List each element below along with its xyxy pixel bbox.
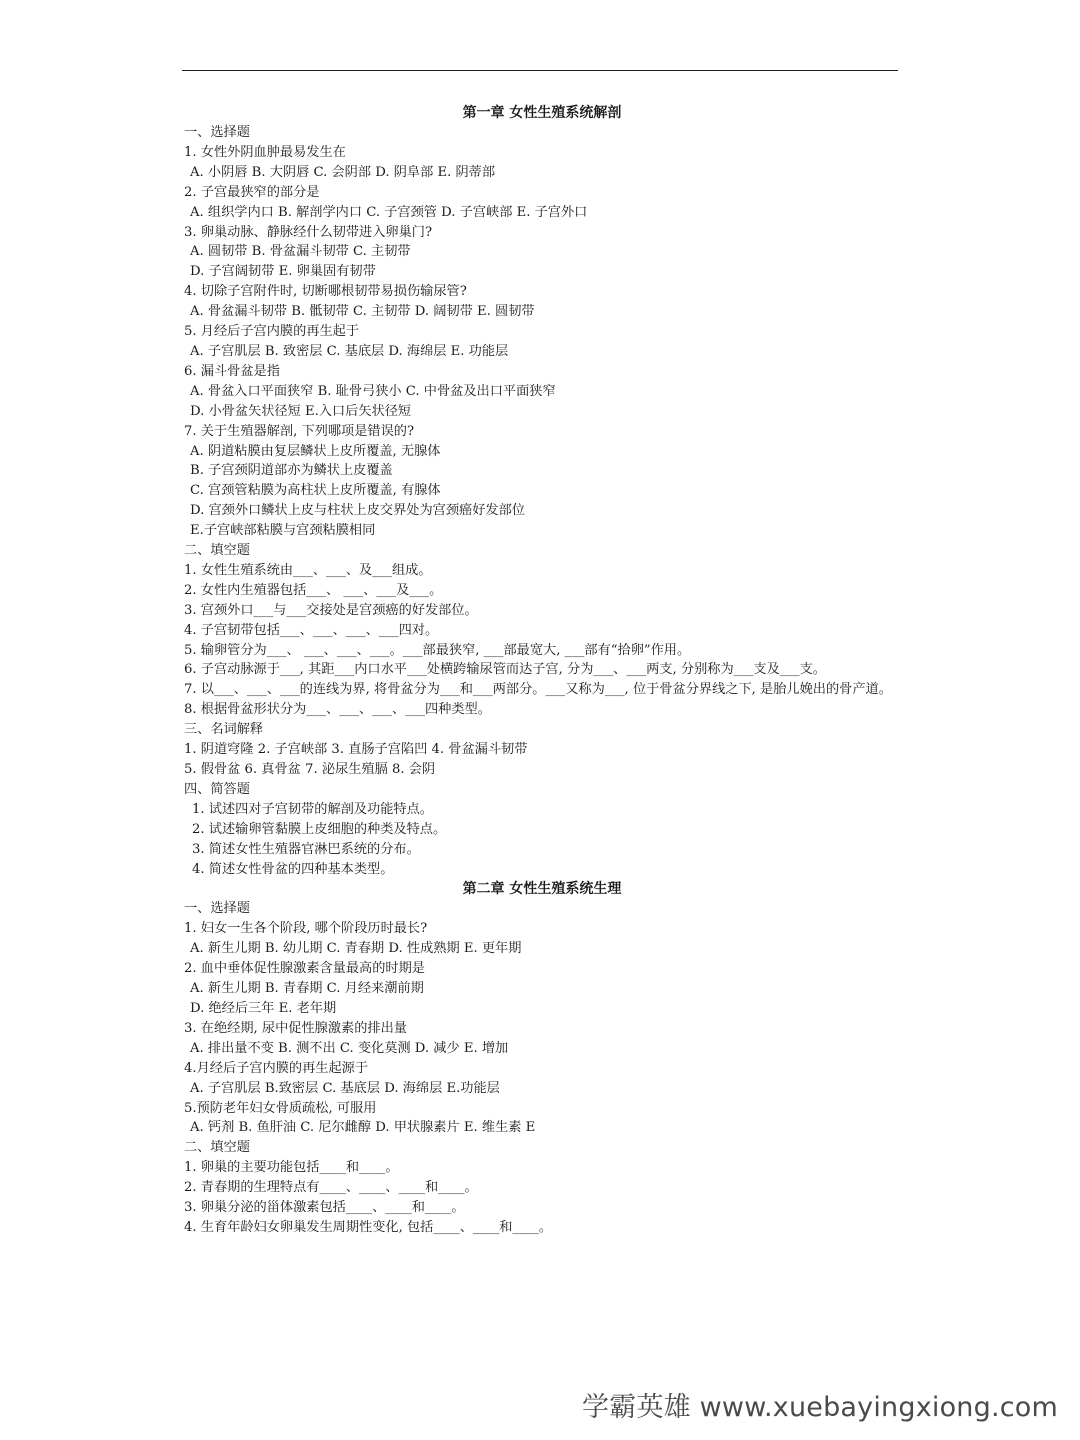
- question-text: 1. 阴道穹隆 2. 子宫峡部 3. 直肠子宫陷凹 4. 骨盆漏斗韧带: [184, 742, 528, 758]
- answer-options: D. 小骨盆矢状径短 E.入口后矢状径短: [190, 403, 412, 419]
- question-text: 1. 女性生殖系统由___、___、及___组成。: [184, 562, 432, 578]
- document-body: [184, 103, 900, 1238]
- chapter-1-content: [184, 123, 900, 879]
- question-text: 3. 宫颈外口___与___交接处是宫颈癌的好发部位。: [184, 602, 478, 618]
- question-text: 5. 输卵管分为___、 ___、___、___。___部最狭窄, ___部最宽大, ___部有“拾卵”作用。: [184, 642, 691, 658]
- question-text: 2. 女性内生殖器包括___、 ___、___及___。: [184, 582, 443, 598]
- short-answer-question: 2. 试述输卵管黏膜上皮细胞的种类及特点。: [192, 821, 447, 837]
- chapter-2-content: [184, 899, 900, 1237]
- question-text: 1. 卵巢的主要功能包括____和____。: [184, 1160, 399, 1176]
- answer-options: A. 子宫肌层 B. 致密层 C. 基底层 D. 海绵层 E. 功能层: [190, 343, 509, 359]
- answer-options: A. 钙剂 B. 鱼肝油 C. 尼尔雌醇 D. 甲状腺素片 E. 维生素 E: [190, 1120, 536, 1136]
- answer-options: A. 新生儿期 B. 青春期 C. 月经来潮前期: [190, 981, 424, 997]
- question-text: 5. 月经后子宫内膜的再生起于: [184, 324, 360, 340]
- question-text: 7. 以___、___、___的连线为界, 将骨盆分为___和___两部分。___又称为___, 位于骨盆分界线之下, 是胎儿娩出的骨产道。: [184, 682, 892, 698]
- question-text: 6. 子宫动脉源于___, 其距___内口水平___处横跨输尿管而达子宫, 分为___、___两支, 分别称为___支及___支。: [184, 662, 826, 678]
- header-rule: [182, 70, 898, 71]
- answer-options: A. 小阴唇 B. 大阴唇 C. 会阴部 D. 阴阜部 E. 阴蒂部: [190, 164, 496, 180]
- answer-options: B. 子宫颈阴道部亦为鳞状上皮覆盖: [190, 463, 393, 479]
- question-text: 2. 子宫最狭窄的部分是: [184, 184, 320, 200]
- question-text: 1. 女性外阴血肿最易发生在: [184, 144, 346, 160]
- question-text: 3. 卵巢分泌的甾体激素包括____、____和____。: [184, 1200, 465, 1216]
- answer-options: A. 排出量不变 B. 测不出 C. 变化莫测 D. 减少 E. 增加: [190, 1040, 509, 1056]
- answer-options: A. 新生儿期 B. 幼儿期 C. 青春期 D. 性成熟期 E. 更年期: [190, 941, 522, 957]
- short-answer-question: 4. 简述女性骨盆的四种基本类型。: [192, 861, 394, 877]
- answer-options: D. 子宫阔韧带 E. 卵巢固有韧带: [190, 264, 376, 280]
- answer-options: A. 子宫肌层 B.致密层 C. 基底层 D. 海绵层 E.功能层: [190, 1080, 500, 1096]
- short-answer-question: 3. 简述女性生殖器官淋巴系统的分布。: [192, 841, 420, 857]
- question-text: 4. 子宫韧带包括___、___、___、___四对。: [184, 622, 439, 638]
- section-heading: 三、名词解释: [184, 722, 264, 738]
- section-heading: 二、填空题: [184, 1140, 250, 1156]
- answer-options: A. 骨盆入口平面狭窄 B. 耻骨弓狭小 C. 中骨盆及出口平面狭窄: [190, 383, 556, 399]
- chapter-2-title: 第二章 女性生殖系统生理: [462, 881, 622, 898]
- answer-options: C. 宫颈管粘膜为高柱状上皮所覆盖, 有腺体: [190, 483, 441, 499]
- question-text: 3. 在绝经期, 尿中促性腺激素的排出量: [184, 1020, 407, 1036]
- answer-options: A. 阴道粘膜由复层鳞状上皮所覆盖, 无腺体: [190, 443, 441, 459]
- question-text: 4.月经后子宫内膜的再生起源于: [184, 1060, 369, 1076]
- section-heading: 一、选择题: [184, 901, 250, 917]
- question-text: 6. 漏斗骨盆是指: [184, 363, 280, 379]
- section-heading: 四、简答题: [184, 781, 250, 797]
- answer-options: D. 绝经后三年 E. 老年期: [190, 1000, 337, 1016]
- question-text: 5.预防老年妇女骨质疏松, 可服用: [184, 1100, 377, 1116]
- site-watermark: 学霸英雄 www.xuebayingxiong.com: [582, 1392, 1058, 1423]
- question-text: 5. 假骨盆 6. 真骨盆 7. 泌尿生殖膈 8. 会阴: [184, 762, 436, 777]
- question-text: 7. 关于生殖器解剖, 下列哪项是错误的?: [184, 423, 415, 439]
- section-heading: 二、填空题: [184, 543, 250, 559]
- answer-options: A. 圆韧带 B. 骨盆漏斗韧带 C. 主韧带: [190, 244, 411, 260]
- question-text: 2. 青春期的生理特点有____、____、____和____。: [184, 1180, 478, 1196]
- short-answer-question: 1. 试述四对子宫韧带的解剖及功能特点。: [192, 801, 433, 817]
- chapter-1-title: 第一章 女性生殖系统解剖: [462, 105, 622, 121]
- answer-options: A. 骨盆漏斗韧带 B. 骶韧带 C. 主韧带 D. 阔韧带 E. 圆韧带: [190, 304, 535, 320]
- answer-options: D. 宫颈外口鳞状上皮与柱状上皮交界处为宫颈癌好发部位: [190, 503, 525, 519]
- answer-options: A. 组织学内口 B. 解剖学内口 C. 子宫颈管 D. 子宫峡部 E. 子宫外口: [190, 204, 588, 220]
- question-text: 4. 切除子宫附件时, 切断哪根韧带易损伤输尿管?: [184, 284, 467, 300]
- question-text: 4. 生育年龄妇女卵巢发生周期性变化, 包括____、____和____。: [184, 1219, 553, 1235]
- question-text: 3. 卵巢动脉、静脉经什么韧带进入卵巢门?: [184, 224, 433, 240]
- question-text: 8. 根据骨盆形状分为___、___、___、___四种类型。: [184, 702, 491, 718]
- section-heading: 一、选择题: [184, 125, 250, 140]
- question-text: 1. 妇女一生各个阶段, 哪个阶段历时最长?: [184, 921, 428, 937]
- answer-options: E.子宫峡部粘膜与宫颈粘膜相同: [190, 523, 376, 539]
- question-text: 2. 血中垂体促性腺激素含量最高的时期是: [184, 961, 425, 977]
